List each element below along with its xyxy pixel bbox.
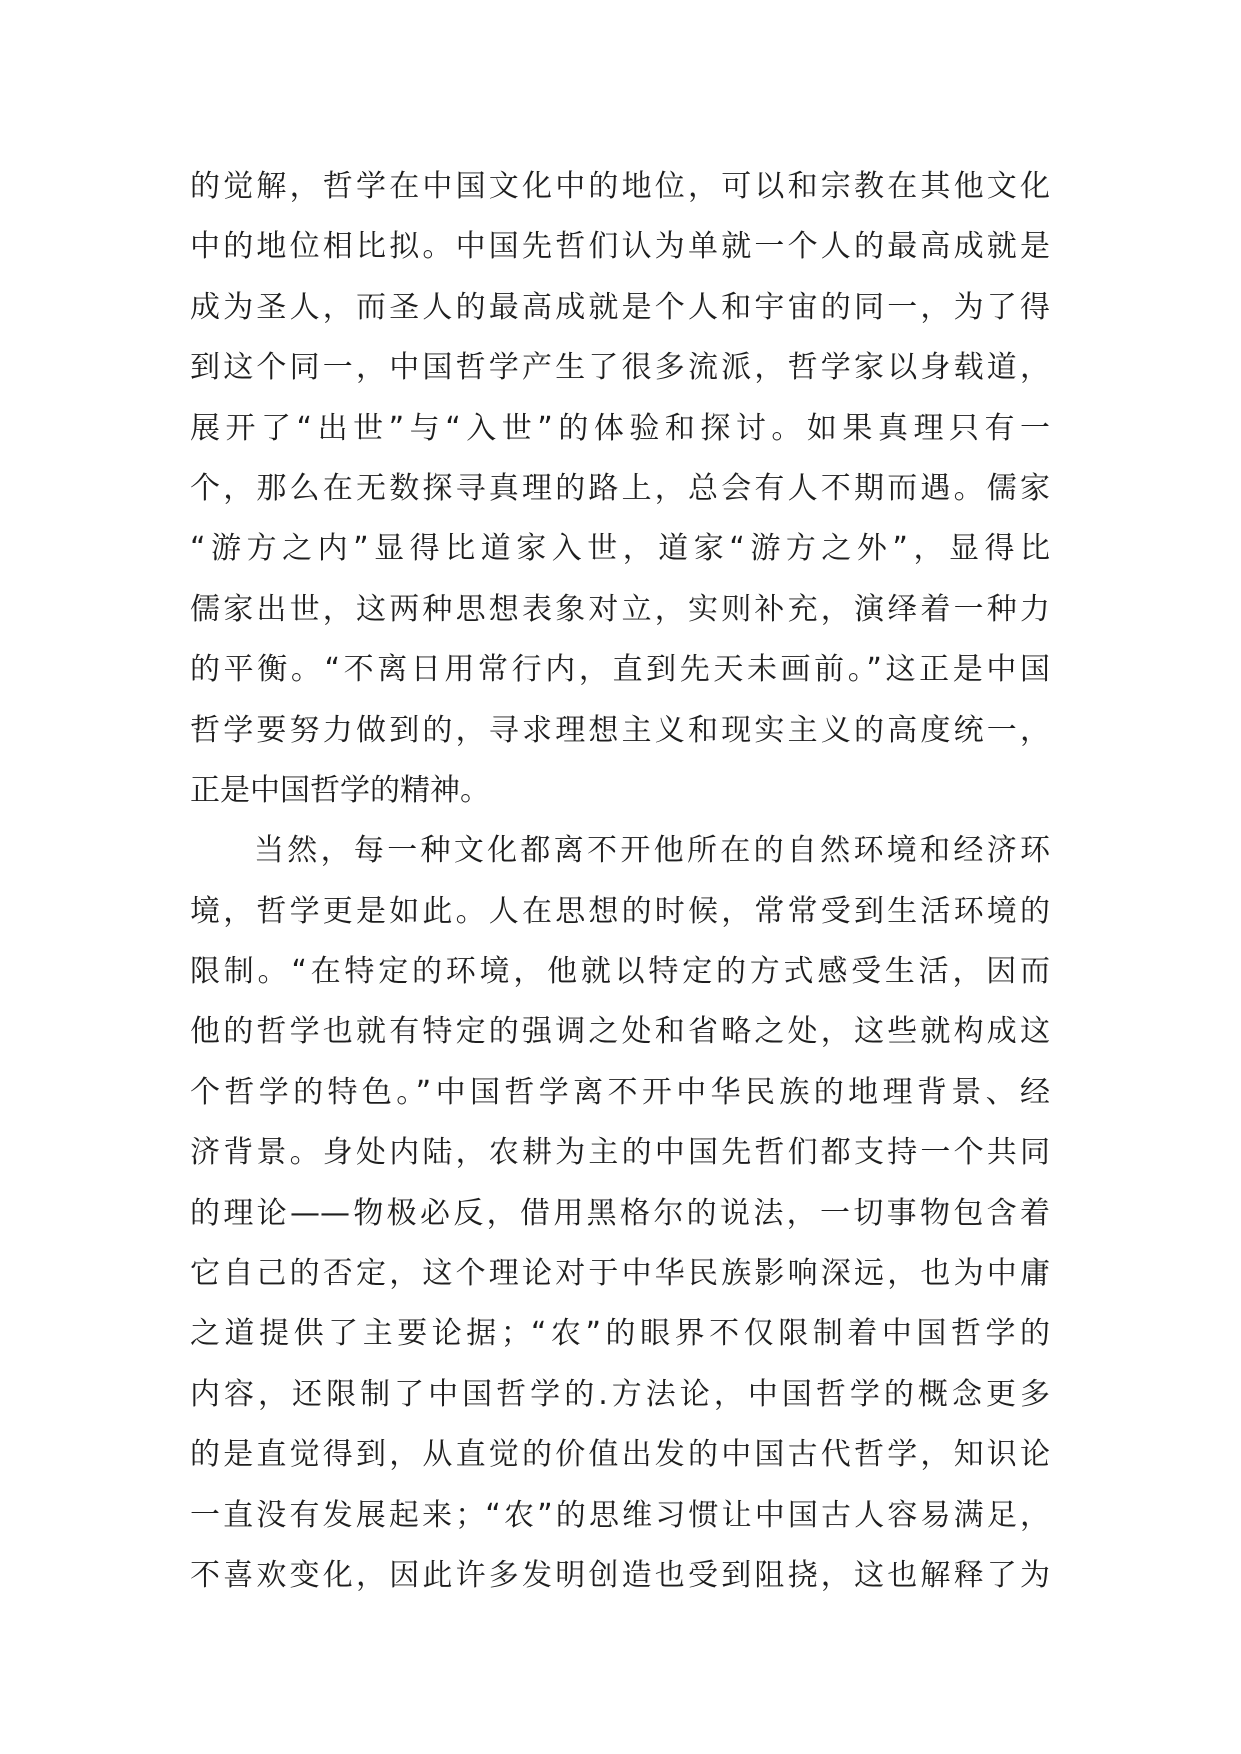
text-line: 他的哲学也就有特定的强调之处和省略之处，这些就构成这 xyxy=(190,1014,1050,1050)
text-line: 哲学要努力做到的，寻求理想主义和现实主义的高度统一， xyxy=(190,712,1050,748)
text-line: 它自己的否定，这个理论对于中华民族影响深远，也为中庸 xyxy=(190,1256,1050,1292)
paragraph-2 xyxy=(190,821,1050,1606)
text-line: 内容，还限制了中国哲学的.方法论，中国哲学的概念更多 xyxy=(190,1376,1050,1412)
text-line: 成为圣人，而圣人的最高成就是个人和宇宙的同一，为了得 xyxy=(190,289,1050,325)
text-line: 不喜欢变化，因此许多发明创造也受到阻挠，这也解释了为 xyxy=(190,1557,1050,1593)
text-line: 正是中国哲学的精神。 xyxy=(190,772,490,808)
text-line: 的平衡。“不离日用常行内，直到先天未画前。”这正是中国 xyxy=(190,652,1050,688)
text-line: 限制。“在特定的环境，他就以特定的方式感受生活，因而 xyxy=(190,954,1050,990)
text-line: 个，那么在无数探寻真理的路上，总会有人不期而遇。儒家 xyxy=(190,470,1050,506)
text-line: 的觉解，哲学在中国文化中的地位，可以和宗教在其他文化 xyxy=(190,169,1050,204)
text-line: 的是直觉得到，从直觉的价值出发的中国古代哲学，知识论 xyxy=(190,1437,1050,1473)
text-line: 之道提供了主要论据；“农”的眼界不仅限制着中国哲学的 xyxy=(190,1316,1050,1352)
text-line: 到这个同一，中国哲学产生了很多流派，哲学家以身载道， xyxy=(190,350,1050,386)
text-line: 展开了“出世”与“入世”的体验和探讨。如果真理只有一 xyxy=(190,410,1050,446)
text-line: 当然，每一种文化都离不开他所在的自然环境和经济环 xyxy=(254,833,1050,869)
text-line: 儒家出世，这两种思想表象对立，实则补充，演绎着一种力 xyxy=(190,591,1050,627)
text-line: 中的地位相比拟。中国先哲们认为单就一个人的最高成就是 xyxy=(190,229,1050,265)
paragraph-1 xyxy=(190,157,1050,821)
text-line: 济背景。身处内陆，农耕为主的中国先哲们都支持一个共同 xyxy=(190,1135,1050,1171)
text-line: 境，哲学更是如此。人在思想的时候，常常受到生活环境的 xyxy=(190,893,1050,929)
text-line: 的理论——物极必反，借用黑格尔的说法，一切事物包含着 xyxy=(190,1195,1050,1231)
text-line: “游方之内”显得比道家入世，道家“游方之外”，显得比 xyxy=(190,531,1050,567)
text-line: 个哲学的特色。”中国哲学离不开中华民族的地理背景、经 xyxy=(190,1074,1050,1110)
document-body xyxy=(190,157,1050,1606)
text-line: 一直没有发展起来；“农”的思维习惯让中国古人容易满足， xyxy=(190,1497,1050,1533)
